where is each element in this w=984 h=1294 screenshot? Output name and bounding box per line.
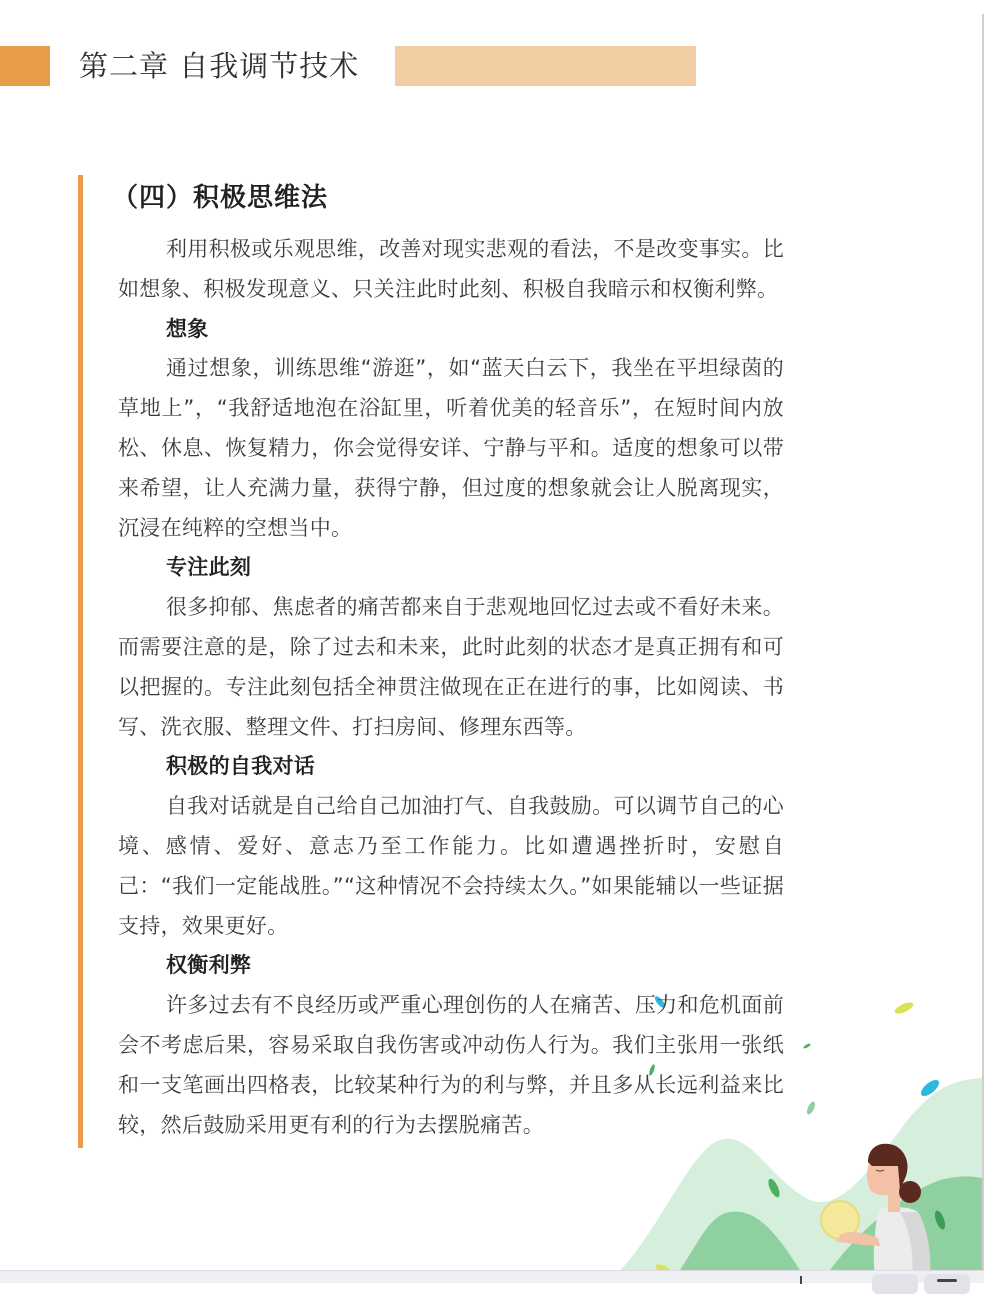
paragraph-positive-self-talk: 自我对话就是自己给自己加油打气、自我鼓励。可以调节自己的心境、感情、爱好、意志乃至工作能力。比如遭遇挫折时，安慰自己：“我们一定能战胜。”“这种情况不会持续太久。”如果能辅以一些证据支持，效果更好。 xyxy=(118,794,784,938)
section-accent-bar xyxy=(78,175,83,1148)
paragraph-focus-present: 很多抑郁、焦虑者的痛苦都来自于悲观地回忆过去或不看好未来。而需要注意的是，除了过去和未来，此时此刻的状态才是真正拥有和可以把握的。专注此刻包括全神贯注做现在正在进行的事，比如阅读、书写、洗衣服、整理文件、打扫房间、修理东西等。 xyxy=(118,595,784,739)
chapter-color-block xyxy=(0,46,50,86)
leaf-icon xyxy=(803,1043,811,1050)
leaf-icon xyxy=(893,1000,915,1016)
chapter-title: 第二章 自我调节技术 xyxy=(79,49,360,83)
paragraph-weigh-pros-cons: 许多过去有不良经历或严重心理创伤的人在痛苦、压力和危机面前会不考虑后果，容易采取自我伤害或冲动伤人行为。我们主张用一张纸和一支笔画出四格表，比较某种行为的利与弊，并且多从长远利益来比较，然后鼓励采用更有利的行为去摆脱痛苦。 xyxy=(118,993,784,1137)
chapter-title-bar xyxy=(395,46,696,86)
section-content xyxy=(118,230,784,1145)
paragraph-imagination: 通过想象，训练思维“游逛”，如“蓝天白云下，我坐在平坦绿茵的草地上”，“我舒适地泡在浴缸里，听着优美的轻音乐”，在短时间内放松、休息、恢复精力，你会觉得安详、宁静与平和。适度的想象可以带来希望，让人充满力量，获得宁静，但过度的想象就会让人脱离现实，沉浸在纯粹的空想当中。 xyxy=(118,356,784,540)
subheading-imagination: 想象 xyxy=(166,316,209,341)
toolbar-cursor-mark xyxy=(800,1276,802,1284)
bottom-toolbar xyxy=(0,1270,984,1283)
leaf-icon xyxy=(805,1100,816,1115)
paragraph-intro: 利用积极或乐观思维，改善对现实悲观的看法，不是改变事实。比如想象、积极发现意义、只关注此时此刻、积极自我暗示和权衡利弊。 xyxy=(118,237,784,301)
subheading-weigh-pros-cons: 权衡利弊 xyxy=(166,953,252,978)
toolbar-menu-button[interactable] xyxy=(924,1274,970,1294)
toolbar-button[interactable] xyxy=(872,1274,918,1294)
subheading-positive-self-talk: 积极的自我对话 xyxy=(166,754,316,779)
subheading-focus-present: 专注此刻 xyxy=(166,555,252,580)
section-title: （四）积极思维法 xyxy=(112,183,329,213)
